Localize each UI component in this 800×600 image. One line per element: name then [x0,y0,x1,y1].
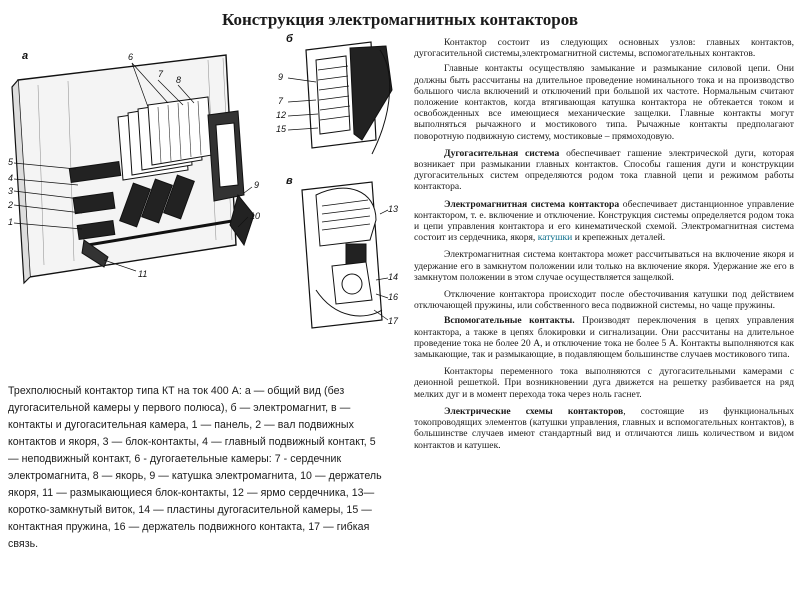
figure-c-label-17: 17 [388,316,399,326]
figure-a-label-8: 8 [176,75,182,85]
figure-c-label-14: 14 [388,272,399,282]
figure-b-label-15: 15 [276,124,287,134]
figure-a-label-9: 9 [254,180,260,190]
figure-a-label-10: 10 [250,211,261,221]
figure-b-label-9: 9 [278,72,284,82]
paragraph-main-contacts: Главные контакты осуществляю замыкание и размыкание силовой цепи. Они должны быть рассчитаны на длительное проведение номинального тока и на производство большого числа включений и отключений при большой их частоте. Нормальным считают положение контактов, когда втягивающая катушка контактора не обтекается током и освобожденных все имеющиеся механические защелки. Главные контакты могут выполняться рычажного и мостикового типа. Рычажные контакты предполагают поворотную подвижную систему, мостиковые – прямоходовую. [414,63,794,142]
electromagnetic-system-text: обеспечивает дистанционное управление контактором, т. е. включение и отключение. Конструкция системы определяется родом тока и цепи управления контактора и его кинематической схемой. Электромагнитная система состоит из сердечника, якоря, [414,198,794,244]
electrical-schemes-text: , состоящие из функциональных токопроводящих элементов (катушки управления, главных и вспомогательных контактов), в большинстве случаев имеют стандартный вид и отличаются лишь количеством и видом контактов и катушек. [414,405,794,451]
figure-caption: Трехполюсный контактор типа КТ на ток 400 А: а — общий вид (без дугогасительной камеры у первого полюса), б — электромагнит, в — контакты и дугогасительная камера, 1 — панель, 2 — вал подвижных контактов и якоря, 3 — блок-контакты, 4 — главный подвижный контакт, 5 — неподвижный контакт, 6 - дугогаетельные камеры: 7 - сердечник электромагнита, 8 — якорь, 9 — катушка электромагнита, 10 — держатель якоря, 11 — размыкающиеся блок-контакты, 12 — ярмо сердечника, 13— коротко-замкнутый виток, 14 — пластины дугогасительной камеры, 15 — контактная пружина, 16 — держатель подвижного контакта, 17 — гибкая связь. [8,385,382,550]
figure-a-label-1: 1 [8,217,14,227]
paragraph-disconnection: Отключение контактора происходит после обесточивания катушки под действием отключающей пружины, или собственного веса подвижной системы, но чаще пружины. [414,289,794,312]
heading-arc-system: Дугогасительная система [444,147,560,159]
figure-a-label-11: 11 [138,269,148,279]
figure-a-label-3: 3 [8,186,14,196]
paragraph-intro: Контактор состоит из следующих основных узлов: главных контактов, дугогасительной системы,электромагнитной системы, вспомогательных контактов. [414,37,794,60]
figure-b-letter: б [286,33,293,45]
figure-a-label-7: 7 [158,69,164,79]
arc-system-text: обеспечивает гашение электрической дуги, которая возникает при размыкании главных контактов. Способы гашения дуги и конструкции дугогасительных систем определяются родом тока главной цепи и режимом работы контактора. [414,147,794,193]
contactor-general-view-figure [8,45,270,290]
paragraph-armature-holding: Электромагнитная система контактора может рассчитываться на включение якоря и удержание его в замкнутом положении или только на включение якоря. Удержание же его в замкнутом положении в этом случае осуществляется защелкой. [414,249,794,283]
electromagnet-figure [276,30,401,168]
figure-a-label-5: 5 [8,157,14,167]
figure-c-label-16: 16 [388,292,399,302]
description-text [414,37,794,457]
figure-a-label-4: 4 [8,173,14,183]
contacts-arc-chute-figure [276,170,401,335]
heading-auxiliary-contacts: Вспомогательные контакты. [444,315,575,327]
paragraph-electrical-schemes [414,406,794,451]
coil-link[interactable]: катушки [537,232,573,244]
page-title: Конструкция электромагнитных контакторов [221,10,579,29]
heading-electromagnetic-system: Электромагнитная система контактора [444,198,620,210]
figure-a-label-2: 2 [8,200,14,210]
auxiliary-contacts-text: Производят переключения в цепях управления контактора, а также в цепях блокировки и сигнализации. Они рассчитаны на длительное проведение тока не более 20 А, и отключение тока не более 5 А. Контакты выполняются как замыкающие, так и размыкающие, в подавляющем большинстве случаев мостикового типа. [414,315,794,361]
paragraph-electromagnetic-system [414,199,794,244]
figure-b-label-7: 7 [278,96,284,106]
figure-c-letter: в [286,175,293,187]
figure-a-label-6: 6 [128,52,134,62]
figure-a-letter: а [22,50,29,62]
figure-b-label-12: 12 [276,110,287,120]
electromagnetic-system-end: и крепежных деталей. [572,232,666,244]
paragraph-arc-system [414,148,794,193]
paragraph-auxiliary-contacts [414,315,794,360]
heading-electrical-schemes: Электрические схемы контакторов [444,405,624,417]
figure-c-label-13: 13 [388,204,399,214]
paragraph-ac-contactors: Контакторы переменного тока выполняются с дугогасительными камерами с деионной решеткой. При возникновении дуга движется на решетку разбивается на ряд мелких дуг и в момент перехода тока через ноль гаснет. [414,366,794,400]
